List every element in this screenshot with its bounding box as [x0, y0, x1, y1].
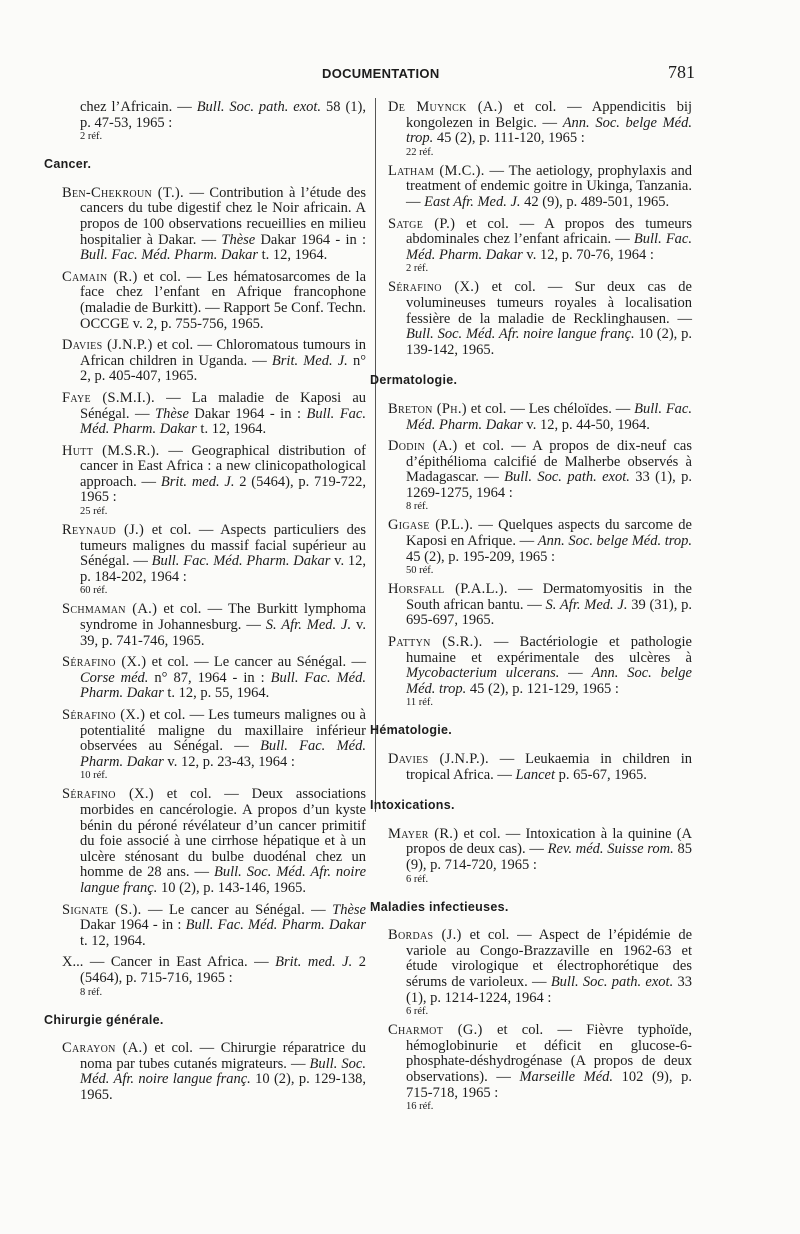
- entry-author: Hutt (M.S.R.).: [62, 442, 160, 459]
- bibliography-entry: [62, 708, 366, 781]
- entry-journal: S. Afr. Med. J.: [545, 596, 628, 613]
- reference-count: 25 réf.: [80, 506, 108, 518]
- entry-text: 10 (2), p. 129-138, 1965.: [80, 1071, 366, 1103]
- section-heading: Dermatologie.: [370, 373, 458, 388]
- entry-text: 45 (2), p. 195-209, 1965 :: [406, 548, 556, 565]
- entry-journal: Bull. Soc. path. exot.: [550, 973, 674, 990]
- entry-text: 85 (9), p. 714-720, 1965 :: [406, 841, 693, 873]
- entry-text: et col. — Sur deux cas de volumineuses tumeurs royales à localisation fessière de la maladie de Recklinghausen. —: [406, 279, 692, 327]
- entry-journal: Marseille Méd.: [519, 1068, 614, 1085]
- entry-text: v. 12, p. 70-76, 1964 :: [522, 246, 654, 263]
- entry-text: v. 12, p. 23-43, 1964 :: [163, 753, 295, 770]
- bibliography-entry: [62, 391, 366, 438]
- entry-author: Ben-Chekroun (T.).: [62, 184, 184, 201]
- entry-text: — Dermatomyositis in the South african bantu. —: [406, 581, 692, 613]
- bibliography-entry: [62, 903, 366, 950]
- entry-journal: Brit. Med. J.: [271, 352, 348, 369]
- entry-text: Dakar 1964 - in :: [188, 405, 307, 422]
- entry-text: 33 (1), p. 1269-1275, 1964 :: [406, 469, 692, 501]
- bibliography-entry-continued: [62, 100, 366, 142]
- entry-text: v. 12, p. 44-50, 1964.: [522, 416, 650, 433]
- entry-text: et col. — Aspect de l’épidémie de variole au Congo-Brazzaville en 1962-63 et étude virologique et électrophorétique des sérums de varioleux. —: [406, 927, 693, 990]
- entry-journal: Bull. Fac. Méd. Pharm. Dakar: [80, 738, 366, 770]
- entry-text: et col. — Intoxication à la quinine (A propos de deux cas). —: [406, 825, 693, 858]
- entry-journal: Thèse: [221, 231, 256, 248]
- entry-text: p. 65-67, 1965.: [554, 766, 647, 783]
- entry-text: et col. — Les tumeurs malignes ou à potentialité maligne du maxillaire inférieur observées au Sénégal. —: [80, 707, 366, 755]
- bibliography-entry: [62, 186, 366, 264]
- bibliography-entry: [62, 602, 366, 649]
- entry-text: et col. — Fièvre typhoïde, hémoglobinurie et déficit en glucose-6-phosphate-déshydrogénase (A propos de deux observations). —: [406, 1022, 692, 1085]
- entry-text: t. 12, 1964.: [80, 932, 146, 949]
- entry-text: 45 (2), p. 111-120, 1965 :: [433, 130, 585, 147]
- entry-journal: Bull. Fac. Méd. Pharm. Dakar: [80, 669, 366, 702]
- entry-journal: Ann. Soc. belge Méd. trop.: [406, 114, 692, 147]
- reference-count: 2 réf.: [406, 263, 429, 275]
- entry-text: et col. — Chloromatous tumours in African children in Uganda. —: [80, 337, 366, 369]
- bibliography-entry: [62, 444, 366, 517]
- entry-text: 10 (2), p. 143-146, 1965.: [157, 879, 306, 896]
- entry-text: — La maladie de Kaposi au Sénégal. —: [80, 389, 367, 422]
- column-divider: [375, 98, 376, 812]
- entry-author: Signate (S.).: [62, 901, 142, 918]
- page-number: 781: [668, 62, 695, 82]
- entry-text: et col. — Aspects particuliers des tumeurs malignes du massif facial supérieur au Sénégal. —: [80, 522, 366, 570]
- bibliography-entry: [388, 1023, 692, 1112]
- entry-text: 2 (5464), p. 719-722, 1965 :: [80, 473, 366, 506]
- bibliography-entry: [388, 280, 692, 358]
- entry-text: et col. — The Burkitt lymphoma syndrome in Johannesburg. —: [80, 601, 366, 634]
- entry-journal: Brit. med. J.: [160, 473, 235, 490]
- entry-author: Faye (S.M.I.).: [62, 389, 155, 406]
- entry-text: 58 (1), p. 47-53, 1965 :: [80, 99, 366, 131]
- reference-count: 8 réf.: [80, 986, 103, 998]
- entry-journal: East Afr. Med. J.: [424, 193, 521, 210]
- entry-text: X... — Cancer in East Africa. —: [62, 954, 276, 971]
- entry-author: Charmot (G.): [388, 1022, 483, 1039]
- entry-journal: Bull. Fac. Méd. Pharm. Dakar: [406, 400, 692, 433]
- entry-journal: Thèse: [155, 405, 189, 422]
- entry-text: 2 (5464), p. 715-716, 1965 :: [80, 954, 367, 986]
- entry-author: Camain (R.): [62, 268, 138, 285]
- section-heading: Chirurgie générale.: [44, 1012, 164, 1027]
- bibliography-entry: [62, 270, 366, 332]
- entry-text: 42 (9), p. 489-501, 1965.: [520, 193, 670, 210]
- entry-journal: Mycobacterium ulcerans.: [406, 665, 560, 682]
- entry-author: Sérafino (X.): [62, 707, 146, 723]
- bibliography-entry: [388, 164, 692, 211]
- entry-author: Breton (Ph.): [388, 400, 467, 417]
- entry-journal: Corse méd.: [80, 669, 149, 686]
- entry-author: Reynaud (J.): [62, 522, 145, 539]
- bibliography-entry: [388, 928, 692, 1017]
- entry-author: Bordas (J.): [388, 927, 462, 944]
- bibliography-entry: [388, 402, 692, 433]
- entry-journal: Ann. Soc. belge Méd. trop.: [537, 533, 692, 550]
- bibliography-entry: [388, 752, 692, 783]
- entry-author: Satge (P.): [388, 215, 456, 232]
- entry-author: Latham (M.C.).: [388, 162, 485, 179]
- left-column: [44, 99, 367, 1109]
- entry-author: Horsfall (P.A.L.).: [388, 581, 508, 598]
- entry-journal: Lancet: [515, 766, 555, 783]
- reference-count: 16 réf.: [406, 1101, 434, 1113]
- bibliography-entry: [62, 523, 366, 596]
- entry-text: t. 12, 1964.: [196, 421, 267, 438]
- entry-text: 45 (2), p. 121-129, 1965 :: [466, 680, 619, 697]
- bibliography-entry: [388, 635, 692, 708]
- bibliography-entry: [62, 1041, 366, 1103]
- entry-text: — Contribution à l’étude des cancers du tube digestif chez le Noir africain. A propos de 100 observations recueillies en milieu hospitalier à Dakar. —: [80, 184, 367, 248]
- reference-count: 2 réf.: [80, 131, 103, 143]
- bibliography-entry: [62, 655, 366, 702]
- reference-count: 10 réf.: [80, 770, 108, 782]
- reference-count: 50 réf.: [406, 565, 434, 577]
- bibliography-entry: [62, 787, 366, 896]
- entry-text: et col. — Deux associations morbides en cancérologie. A propos d’un kyste bénin du péroné révélateur d’un cancer primitif du foie associé à une cirrhose hépatique et à un ulcère sténosant du bulbe duodénal chez un homme de 28 ans. —: [80, 786, 366, 881]
- entry-text: chez l’Africain. —: [80, 99, 197, 115]
- entry-journal: Brit. med. J.: [275, 954, 353, 971]
- entry-text: — Bactériologie et pathologie humaine et expérimentale des ulcères à: [406, 634, 692, 666]
- entry-text: — Le cancer au Sénégal. —: [141, 901, 333, 918]
- bibliography-entry: [62, 955, 366, 997]
- entry-text: v. 12, p. 184-202, 1964 :: [80, 553, 367, 585]
- entry-author: Carayon (A.): [62, 1040, 148, 1057]
- bibliography-entry: [388, 439, 692, 512]
- entry-journal: Ann. Soc. belge Méd. trop.: [406, 665, 692, 697]
- entry-text: 102 (9), p. 715-718, 1965 :: [406, 1068, 692, 1101]
- reference-count: 11 réf.: [406, 697, 434, 709]
- section-heading: Maladies infectieuses.: [370, 899, 509, 914]
- section-heading: Hématologie.: [370, 723, 453, 738]
- entry-journal: Bull. Soc. path. exot.: [196, 99, 322, 115]
- entry-text: 33 (1), p. 1214-1224, 1964 :: [406, 973, 693, 1006]
- entry-text: Dakar 1964 - in :: [255, 231, 367, 248]
- page-header: [0, 64, 800, 84]
- entry-author: Sérafino (X.): [388, 279, 480, 296]
- entry-text: — Geographical distribution of cancer in East Africa : a new clinicopathological approach. —: [80, 442, 366, 490]
- entry-journal: Bull. Soc. Méd. Afr. noire langue franç.: [80, 1055, 366, 1088]
- entry-text: 39 (31), p. 695-697, 1965.: [406, 596, 692, 629]
- entry-text: et col. — Les hématosarcomes de la face chez l’enfant en Afrique francophone (maladie de Burkitt). — Rapport 5e Conf. Techn. OCCGE v. 2, p. 755-756, 1965.: [80, 268, 366, 332]
- entry-journal: Bull. Fac. Méd. Pharm. Dakar: [151, 553, 331, 570]
- entry-text: et col. — A propos des tumeurs abdominales chez l’enfant africain. —: [406, 215, 692, 248]
- entry-text: — The aetiology, prophylaxis and treatment of endemic goitre in Ukinga, Tanzania. —: [406, 162, 692, 210]
- entry-journal: Bull. Soc. Méd. Afr. noire langue franç.: [80, 864, 367, 896]
- entry-text: et col. — Le cancer au Sénégal. —: [146, 654, 366, 671]
- reference-count: 6 réf.: [406, 1006, 429, 1018]
- entry-text: 10 (2), p. 139-142, 1965.: [406, 326, 692, 358]
- entry-text: et col. — Chirurgie réparatrice du noma par tubes cutanés migrateurs. —: [80, 1040, 366, 1072]
- right-column: [370, 99, 693, 1118]
- entry-text: t. 12, p. 55, 1964.: [163, 685, 270, 702]
- bibliography-entry: [388, 827, 692, 885]
- entry-journal: Bull. Soc. Méd. Afr. noire langue franç.: [406, 326, 635, 343]
- entry-text: n° 2, p. 405-407, 1965.: [80, 352, 366, 385]
- entry-text: Dakar 1964 - in :: [80, 917, 186, 934]
- entry-author: Dodin (A.): [388, 438, 458, 455]
- entry-text: et col. — Appendicitis bij kongolezen in Belgic. —: [406, 99, 692, 131]
- entry-text: — Leukaemia in children in tropical Africa. —: [406, 751, 692, 783]
- entry-text: et col. — Les chéloïdes. —: [466, 400, 635, 417]
- entry-author: Gigase (P.L.).: [388, 517, 474, 534]
- reference-count: 60 réf.: [80, 585, 108, 597]
- entry-journal: Thèse: [332, 901, 366, 918]
- bibliography-entry: [62, 338, 366, 385]
- entry-journal: Bull. Soc. path. exot.: [504, 469, 630, 486]
- entry-journal: Bull. Fac. Méd. Pharm. Dakar: [406, 231, 692, 263]
- section-heading: Intoxications.: [370, 798, 455, 813]
- entry-author: Mayer (R.): [388, 825, 459, 842]
- entry-text: v. 39, p. 741-746, 1965.: [80, 617, 366, 649]
- entry-author: Davies (J.N.P.).: [388, 751, 489, 767]
- running-title: DOCUMENTATION: [322, 66, 440, 81]
- bibliography-entry: [388, 217, 692, 275]
- entry-journal: Bull. Fac. Méd. Pharm. Dakar: [80, 405, 366, 438]
- reference-count: 6 réf.: [406, 873, 429, 885]
- entry-author: Davies (J.N.P.): [62, 337, 153, 354]
- entry-text: et col. — A propos de dix-neuf cas d’épithélioma calcifié de Malherbe observés à Madagascar. —: [406, 438, 692, 486]
- entry-journal: Rev. méd. Suisse rom.: [547, 841, 674, 858]
- entry-journal: S. Afr. Med. J.: [265, 617, 352, 634]
- entry-text: t. 12, 1964.: [258, 247, 328, 264]
- entry-text: — Quelques aspects du sarcome de Kaposi en Afrique. —: [406, 517, 692, 550]
- bibliography-entry: [388, 518, 692, 576]
- entry-journal: Bull. Fac. Méd. Pharm. Dakar: [80, 247, 258, 264]
- bibliography-entry: [388, 582, 692, 629]
- bibliography-entry: [388, 100, 692, 158]
- section-heading: Cancer.: [44, 157, 92, 172]
- entry-journal: Bull. Fac. Méd. Pharm. Dakar: [185, 917, 366, 934]
- entry-author: Pattyn (S.R.).: [388, 634, 483, 651]
- entry-author: De Muynck (A.): [388, 99, 503, 115]
- entry-text: —: [559, 665, 592, 682]
- entry-author: Sérafino (X.): [62, 786, 154, 803]
- entry-author: Schmaman (A.): [62, 601, 158, 618]
- entry-text: n° 87, 1964 - in :: [148, 669, 271, 686]
- reference-count: 8 réf.: [406, 501, 429, 513]
- entry-author: Sérafino (X.): [62, 654, 147, 671]
- reference-count: 22 réf.: [406, 146, 434, 158]
